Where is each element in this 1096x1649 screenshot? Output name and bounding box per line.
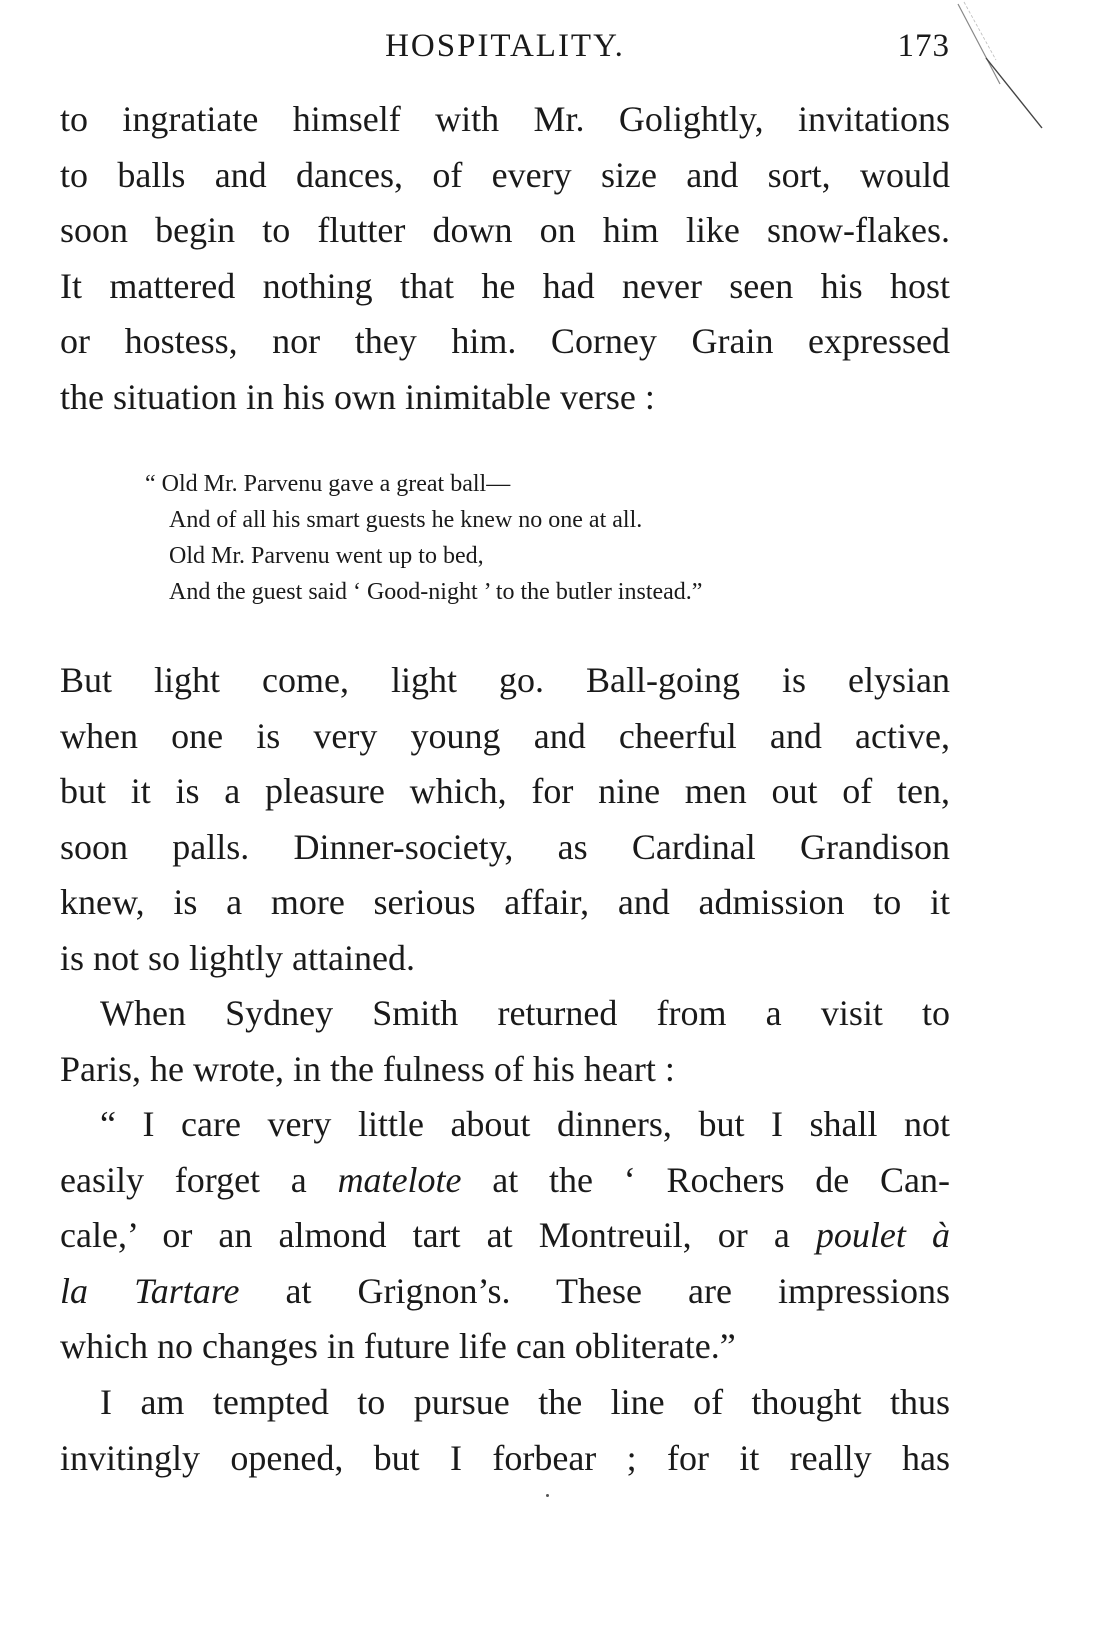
verse-line: And the guest said ‘ Good-night ’ to the butler instead.” [169, 579, 703, 605]
paragraph-1 [60, 92, 950, 425]
text-line: It mattered nothing that he had never seen his host [60, 265, 950, 306]
italic-phrase: matelote [337, 1159, 462, 1200]
text-line [60, 1264, 950, 1320]
italic-phrase: poulet à [815, 1215, 950, 1255]
paragraph-2 [60, 653, 950, 986]
text-line: I am tempted to pursue the line of thought thus [100, 1382, 950, 1422]
pencil-mark-icon [956, 0, 1056, 130]
verse-line: And of all his smart guests he knew no one at all. [169, 507, 643, 533]
text-segment: cale,’ or an almond tart at Montreuil, or a [60, 1215, 816, 1255]
paragraph-4 [60, 1097, 950, 1375]
text-line: But light come, light go. Ball-going is elysian [60, 660, 950, 700]
text-line: “ I care very little about dinners, but I shall not [100, 1104, 950, 1144]
paragraph-5 [60, 1375, 950, 1486]
text-line [60, 1208, 950, 1264]
verse-line: “ Old Mr. Parvenu gave a great ball— [145, 471, 511, 497]
verse-line: Old Mr. Parvenu went up to bed, [169, 543, 484, 569]
text-segment: at the ‘ Rochers de Can- [461, 1159, 950, 1200]
text-line: soon palls. Dinner-society, as Cardinal Grandison [60, 826, 950, 867]
text-line: which no changes in future life can obliterate.” [60, 1326, 736, 1366]
text-line: knew, is a more serious affair, and admission to it [60, 882, 950, 922]
text-line: but it is a pleasure which, for nine men out of ten, [60, 771, 950, 811]
paragraph-3 [60, 986, 950, 1097]
text-line: invitingly opened, but I forbear ; for it really has [60, 1437, 950, 1478]
running-title: HOSPITALITY. [385, 28, 625, 64]
text-line: is not so lightly attained. [60, 937, 415, 978]
text-line: Paris, he wrote, in the fulness of his heart : [60, 1048, 675, 1089]
text-line: to ingratiate himself with Mr. Golightly, invitations [60, 99, 950, 139]
page-number: 173 [897, 28, 950, 64]
text-segment: easily forget a [60, 1159, 338, 1200]
text-line: when one is very young and cheerful and active, [60, 715, 950, 756]
text-segment: at Grignon’s. These are impressions [239, 1270, 950, 1311]
text-line: the situation in his own inimitable verse : [60, 376, 655, 417]
text-line [60, 1153, 950, 1209]
text-line: or hostess, nor they him. Corney Grain expressed [60, 321, 950, 361]
running-head [60, 28, 950, 72]
italic-phrase: la Tartare [60, 1270, 240, 1311]
verse-quotation [145, 466, 935, 610]
text-line: soon begin to flutter down on him like snow-flakes. [60, 210, 950, 250]
text-line: to balls and dances, of every size and sort, would [60, 154, 950, 195]
text-line: When Sydney Smith returned from a visit to [100, 993, 950, 1033]
ink-speck [546, 1494, 549, 1497]
